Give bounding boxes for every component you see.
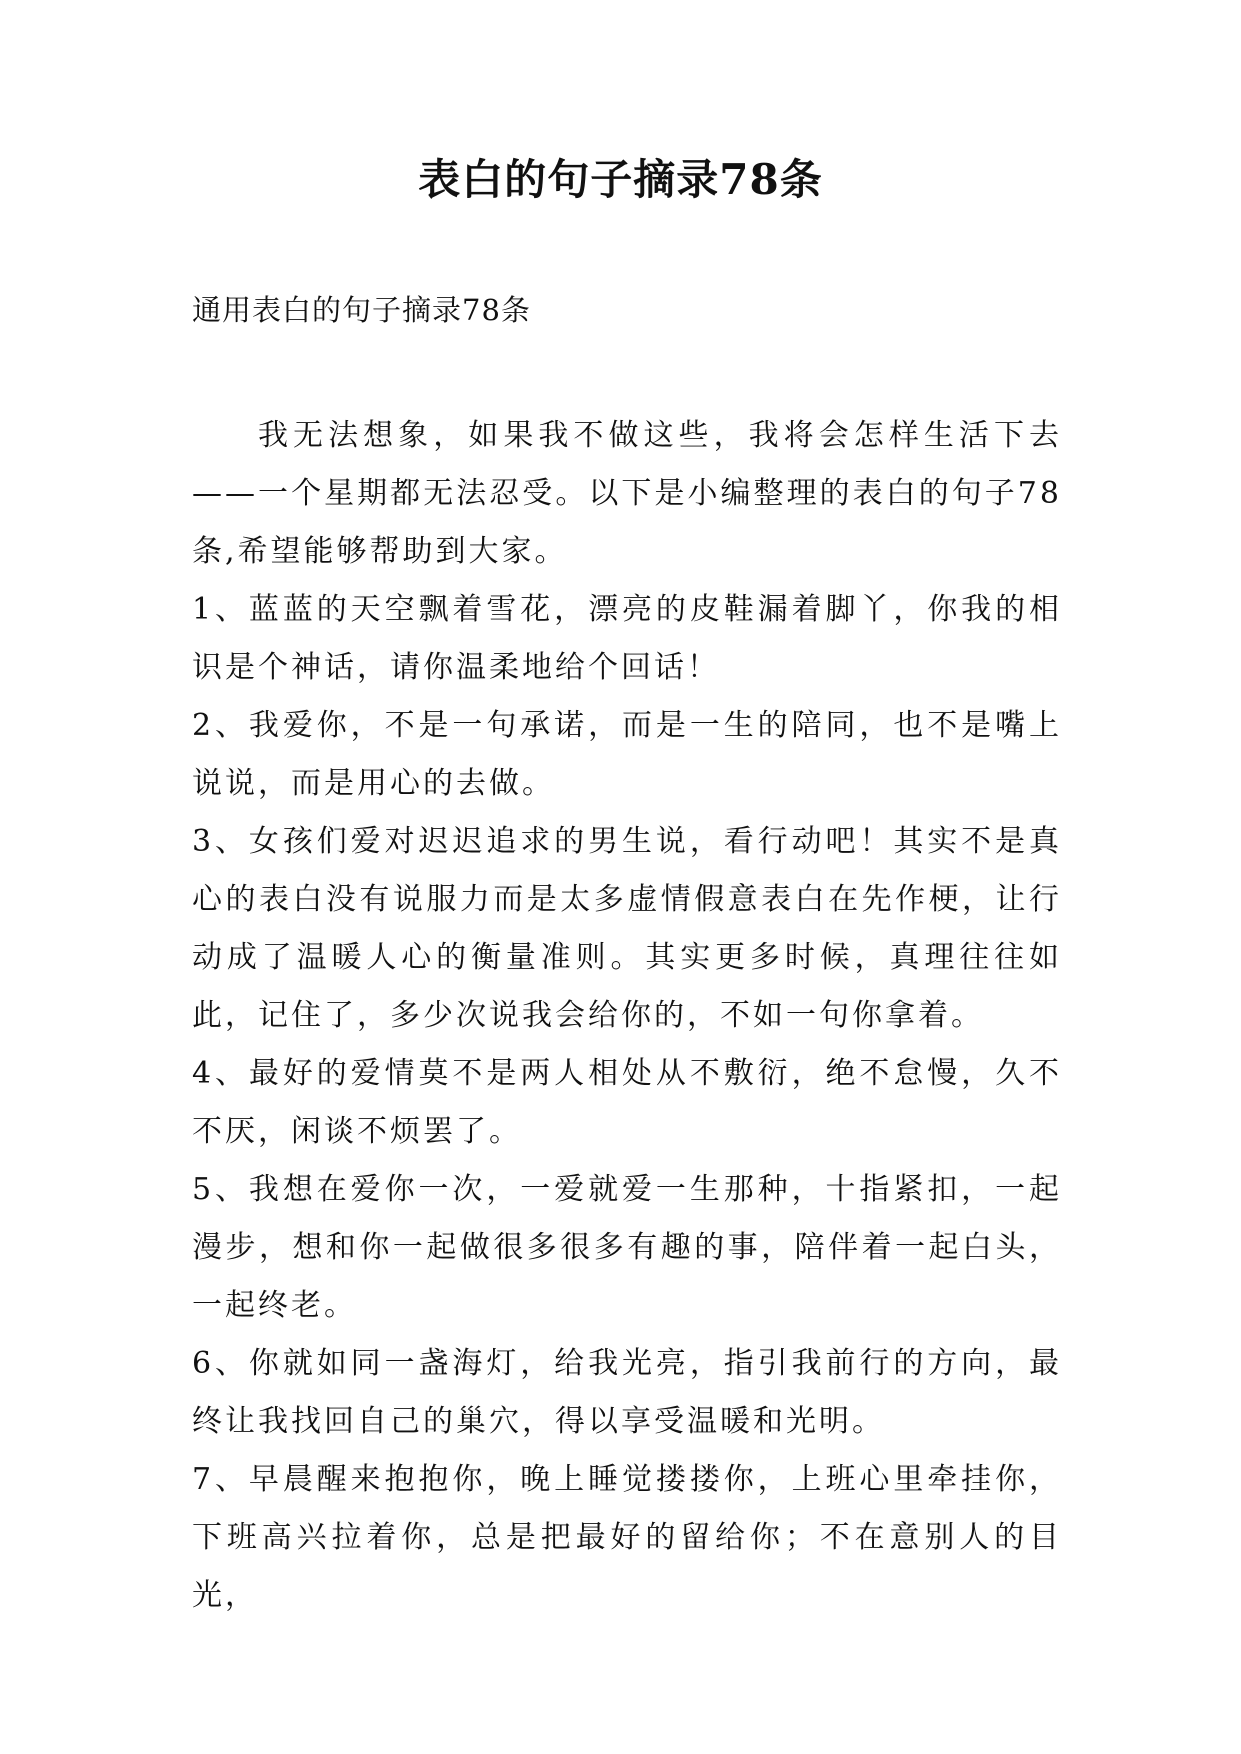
- list-item: 6、你就如同一盏海灯，给我光亮，指引我前行的方向，最终让我找回自己的巢穴，得以享受温暖和光明。: [192, 1346, 1062, 1439]
- list-item: 5、我想在爱你一次，一爱就爱一生那种，十指紧扣，一起漫步，想和你一起做很多很多有趣的事，陪伴着一起白头，一起终老。: [192, 1172, 1062, 1323]
- list-item: 3、女孩们爱对迟迟追求的男生说，看行动吧！其实不是真心的表白没有说服力而是太多虚情假意表白在先作梗，让行动成了温暖人心的衡量准则。其实更多时候，真理往往如此，记住了，多少次说我会给你的，不如一句你拿着。: [192, 824, 1062, 1033]
- list-item: 7、早晨醒来抱抱你，晚上睡觉搂搂你，上班心里牵挂你，下班高兴拉着你，总是把最好的留给你；不在意别人的目光，: [192, 1462, 1062, 1613]
- document-subtitle: 通用表白的句子摘录78条: [192, 293, 531, 327]
- document-title: 表白的句子摘录78条: [418, 155, 823, 204]
- list-item: 4、最好的爱情莫不是两人相处从不敷衍，绝不怠慢，久不不厌，闲谈不烦罢了。: [192, 1056, 1062, 1149]
- list-item: 1、蓝蓝的天空飘着雪花，漂亮的皮鞋漏着脚丫，你我的相识是个神话，请你温柔地给个回话！: [192, 592, 1062, 685]
- list-item: 2、我爱你，不是一句承诺，而是一生的陪同，也不是嘴上说说，而是用心的去做。: [192, 708, 1062, 801]
- intro-paragraph: 我无法想象，如果我不做这些，我将会怎样生活下去——一个星期都无法忍受。以下是小编整理的表白的句子78条,希望能够帮助到大家。: [192, 418, 1062, 569]
- document-body: [192, 407, 1062, 1625]
